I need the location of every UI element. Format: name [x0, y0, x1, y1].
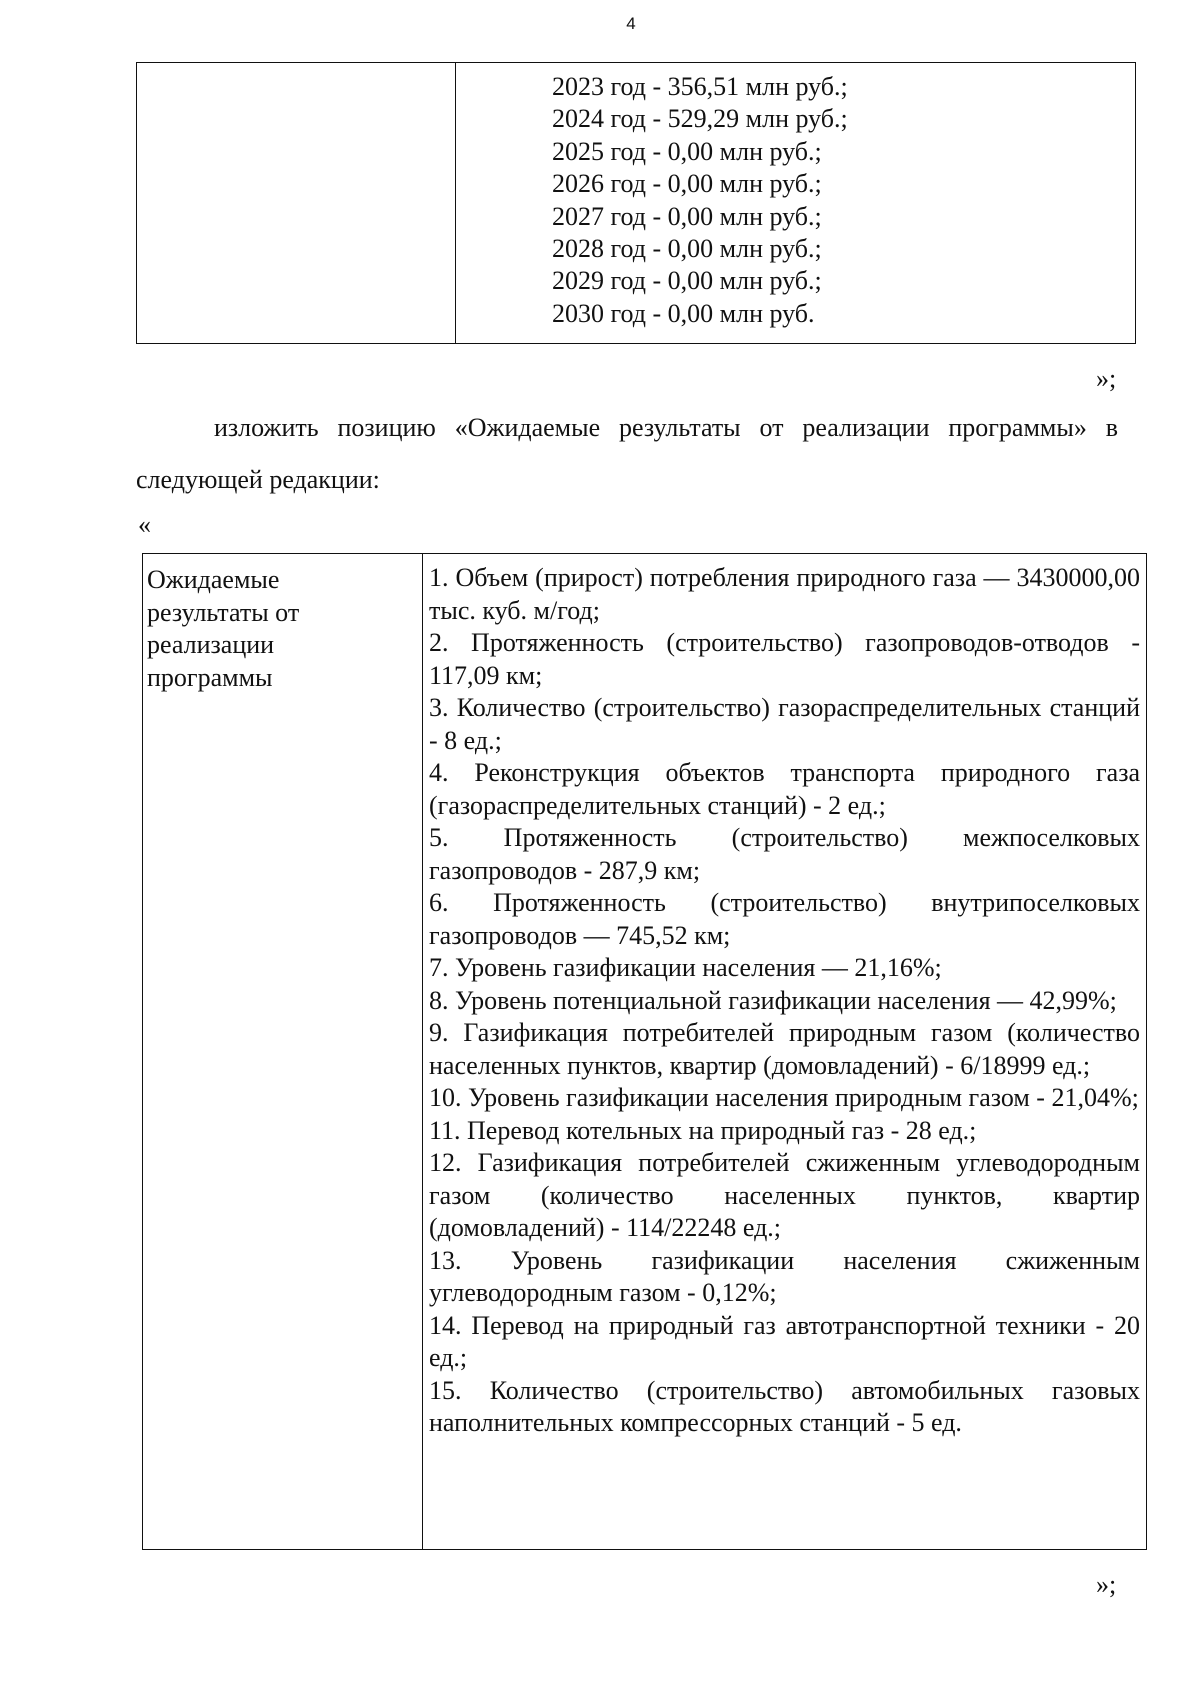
- funding-table: [136, 62, 1136, 344]
- result-item: 8. Уровень потенциальной газификации населения — 42,99%;: [429, 985, 1117, 1015]
- funding-values-cell: [456, 63, 1136, 344]
- funding-line: 2024 год - 529,29 млн руб.;: [552, 104, 848, 134]
- funding-line: 2026 год - 0,00 млн руб.;: [552, 169, 822, 199]
- page-number: 4: [626, 14, 636, 33]
- results-label-line: программы: [147, 662, 273, 692]
- funding-line: 2029 год - 0,00 млн руб.;: [552, 266, 822, 296]
- close-quote: »;: [1096, 364, 1117, 393]
- results-label-line: результаты от: [147, 597, 300, 627]
- results-table: [142, 553, 1147, 1550]
- result-item: 11. Перевод котельных на природный газ - 28 ед.;: [429, 1115, 977, 1145]
- result-item: 9. Газификация потребителей природным газом (количество населенных пунктов, квартир (домовладений) - 6/18999 ед.;: [429, 1018, 1140, 1080]
- result-item: 3. Количество (строительство) газораспределительных станций - 8 ед.;: [429, 693, 1140, 755]
- funding-line: 2030 год - 0,00 млн руб.: [552, 298, 815, 328]
- instruction-line: следующей редакции:: [136, 465, 380, 494]
- results-label-cell: [143, 554, 423, 1550]
- result-item: 4. Реконструкция объектов транспорта природного газа (газораспределительных станций) - 2 ед.;: [429, 758, 1140, 820]
- result-item: 13. Уровень газификации населения сжиженным углеводородным газом - 0,12%;: [429, 1245, 1140, 1307]
- result-item: 10. Уровень газификации населения природным газом - 21,04%;: [429, 1083, 1139, 1112]
- results-label-line: реализации: [147, 630, 275, 659]
- funding-line: 2023 год - 356,51 млн руб.;: [552, 72, 848, 101]
- result-item: 5. Протяженность (строительство) межпоселковых газопроводов - 287,9 км;: [429, 823, 1140, 885]
- open-quote: «: [138, 510, 151, 539]
- funding-line: 2027 год - 0,00 млн руб.;: [552, 201, 822, 231]
- result-item: 1. Объем (прирост) потребления природного газа — 3430000,00 тыс. куб. м/год;: [429, 563, 1140, 625]
- result-item: 12. Газификация потребителей сжиженным углеводородным газом (количество населенных пунктов, квартир (домовладений) - 114/22248 ед.;: [429, 1148, 1140, 1242]
- funding-line: 2028 год - 0,00 млн руб.;: [552, 234, 822, 264]
- results-label-line: Ожидаемые: [147, 565, 280, 594]
- result-item: 2. Протяженность (строительство) газопроводов-отводов - 117,09 км;: [429, 628, 1140, 690]
- instruction-paragraph: [136, 402, 1118, 506]
- instruction-line: изложить позицию «Ожидаемые результаты от реализации программы» в: [214, 413, 1118, 442]
- result-item: 15. Количество (строительство) автомобильных газовых наполнительных компрессорных станций - 5 ед.: [429, 1375, 1140, 1437]
- result-item: 7. Уровень газификации населения — 21,16%;: [429, 953, 942, 982]
- results-items-cell: [423, 554, 1147, 1550]
- funding-label-cell: [137, 63, 456, 344]
- result-item: 14. Перевод на природный газ автотранспортной техники - 20 ед.;: [429, 1310, 1140, 1372]
- close-quote: »;: [1096, 1570, 1117, 1599]
- result-item: 6. Протяженность (строительство) внутрипоселковых газопроводов — 745,52 км;: [429, 888, 1140, 950]
- funding-line: 2025 год - 0,00 млн руб.;: [552, 136, 822, 166]
